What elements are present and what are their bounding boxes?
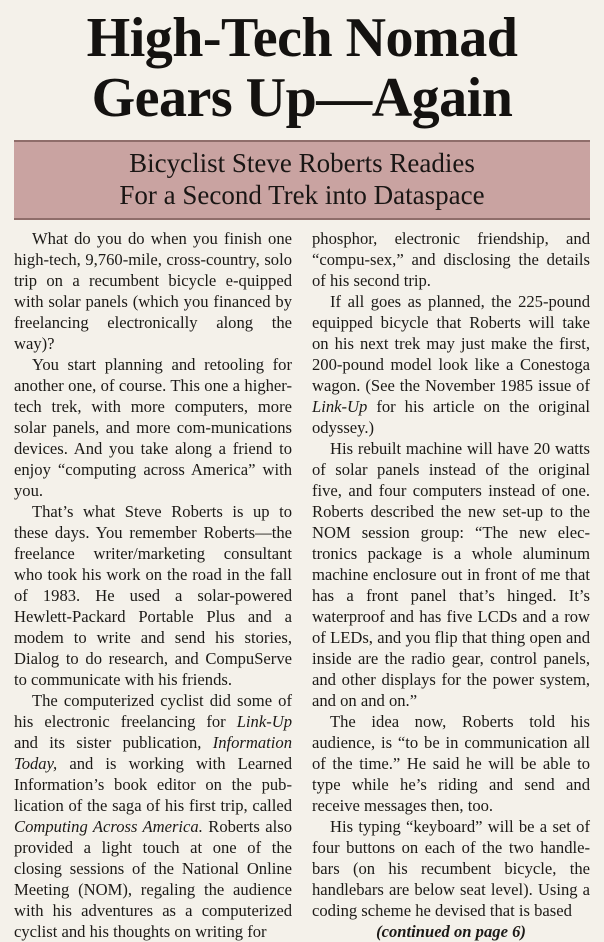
paragraph: His typing “keyboard” will be a set of four buttons on each of the two handle-bars (on his recumbent bicycle, the handlebars are below seat level). Using a coding scheme he devised that is based [312,817,590,920]
subhead-line-2: For a Second Trek into Dataspace [119,180,485,210]
text-run: Roberts also provided a light touch at one of the closing sessions of the National Online Meeting (NOM), regaling the audience with his adventures as a computerized cyclist and his thoughts on writing for [14,817,292,941]
book-title: Computing Across America. [14,817,203,836]
publication-title: Link-Up [236,712,292,731]
paragraph [312,291,590,438]
paragraph [14,690,292,942]
continued-note: (continued on page 6) [376,922,526,941]
column-right [312,228,590,942]
headline [14,8,590,128]
text-run: and its sister publication, [14,733,213,752]
paragraph: His rebuilt machine will have 20 watts of solar panels instead of the original five, and four computers instead of one. Roberts described the new set-up to the NOM session group: “The new elec-tronics package is a whole aluminum machine enclosure out in front of me that has a front panel that’s hinged. It’s waterproof and has five LCDs and a row of LEDs, and you flip that thing open and inside are the radio gear, control panels, and other displays for the power system, and on and on.” [312,439,590,710]
headline-line-2: Gears Up—Again [91,67,513,129]
subhead-banner [14,140,590,220]
publication-title: Information Today, [14,733,292,773]
paragraph: You start planning and retooling for another one, of course. This one a higher-tech trek, with more computers, more solar panels, and more com-munications devices. And you take along a friend to enjoy “computing across America” with you. [14,355,292,500]
text-run: for his article on the original odyssey.) [312,397,590,437]
subhead-line-1: Bicyclist Steve Roberts Readies [129,148,475,178]
text-run: and is working with Learned Information’s book editor on the pub-lication of the saga of his first trip, called [14,754,292,815]
subhead [14,147,590,211]
article-body [14,228,590,942]
text-run: If all goes as planned, the 225-pound equipped bicycle that Roberts will take on his next trek may just make the first, 200-pound model look like a Conestoga wagon. (See the November 1985 issue of [312,292,590,395]
text-run: The computerized cyclist did some of his electronic freelancing for [14,691,292,731]
publication-title: Link-Up [312,397,368,416]
paragraph: phosphor, electronic friendship, and “compu-sex,” and disclosing the details of his second trip. [312,229,590,290]
headline-line-1: High-Tech Nomad [86,7,518,69]
paragraph: The idea now, Roberts told his audience, is “to be in communication all of the time.” He said he will be able to type while he’s riding and send and receive messages then, too. [312,712,590,815]
column-left [14,228,292,942]
paragraph: That’s what Steve Roberts is up to these days. You remember Roberts—the freelance writer/marketing consultant who took his work on the road in the fall of 1983. He used a solar-powered Hewlett-Packard Portable Plus and a modem to write and send his stories, Dialog to do research, and CompuServe to communicate with his friends. [14,502,292,689]
paragraph: What do you do when you finish one high-tech, 9,760-mile, cross-country, solo trip on a recumbent bicycle e-quipped with solar panels (which you financed by freelancing electronically along the way)? [14,229,292,353]
